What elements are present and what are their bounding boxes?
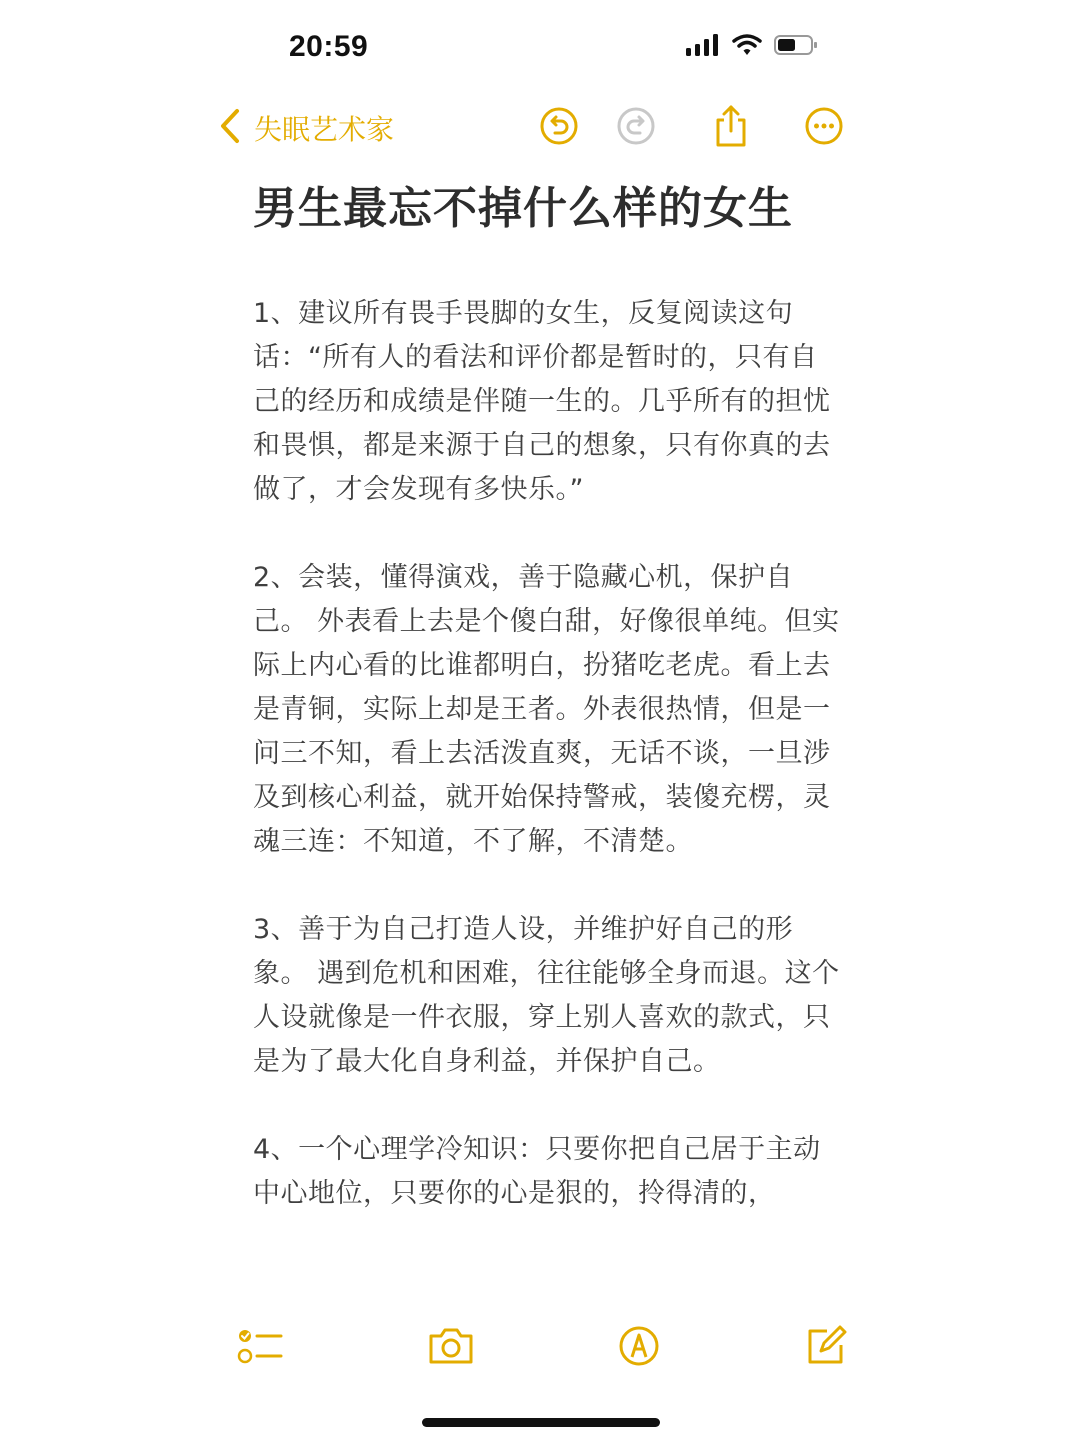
undo-button[interactable]	[537, 106, 581, 150]
undo-icon	[539, 106, 579, 150]
note-paragraph-1: 1、建议所有畏手畏脚的女生，反复阅读这句话：“所有人的看法和评价都是暂时的，只有自己的经历和成绩是伴随一生的。几乎所有的担忧和畏惧，都是来源于自己的想象，只有你真的去做了，才会发现有多快乐。”	[253, 298, 831, 505]
share-icon	[711, 104, 751, 152]
chevron-left-icon	[218, 108, 242, 148]
nav-bar	[0, 96, 1080, 162]
checklist-icon	[237, 1326, 283, 1370]
redo-icon	[616, 106, 656, 150]
markup-pen-icon	[618, 1325, 660, 1371]
note-paragraph-4: 4、一个心理学冷知识：只要你把自己居于主动中心地位，只要你的心是狠的，拎得清的，	[253, 1134, 821, 1209]
more-button[interactable]	[802, 106, 846, 150]
more-icon	[804, 106, 844, 150]
status-bar	[0, 0, 1080, 96]
note-paragraph-3: 3、善于为自己打造人设，并维护好自己的形象。 遇到危机和困难，往往能够全身而退。这个人设就像是一件衣服，穿上别人喜欢的款式，只是为了最大化自身利益，并保护自己。	[253, 914, 840, 1077]
back-button[interactable]	[218, 106, 394, 150]
redo-button[interactable]	[614, 106, 658, 150]
bottom-toolbar	[0, 1318, 1080, 1378]
note-body[interactable]	[253, 292, 843, 1302]
checklist-button[interactable]	[236, 1326, 284, 1370]
back-label: 失眠艺术家	[254, 113, 395, 146]
battery-icon	[774, 34, 818, 60]
home-indicator[interactable]	[422, 1418, 660, 1427]
compose-button[interactable]	[802, 1326, 850, 1370]
note-paragraph-2: 2、会装，懂得演戏，善于隐藏心机，保护自己。 外表看上去是个傻白甜，好像很单纯。但实际上内心看的比谁都明白，扮猪吃老虎。看上去是青铜，实际上却是王者。外表很热情，但是一问三不知，看上去活泼直爽，无话不谈，一旦涉及到核心利益，就开始保持警戒，装傻充楞，灵魂三连：不知道，不了解，不清楚。	[253, 562, 840, 857]
compose-icon	[805, 1325, 847, 1371]
camera-icon	[427, 1326, 475, 1370]
share-button[interactable]	[709, 106, 753, 150]
wifi-icon	[732, 34, 762, 60]
status-icons	[686, 34, 818, 60]
cellular-signal-icon	[686, 34, 720, 60]
camera-button[interactable]	[427, 1326, 475, 1370]
status-time: 20:59	[289, 30, 369, 63]
markup-button[interactable]	[615, 1326, 663, 1370]
note-title[interactable]: 男生最忘不掉什么样的女生	[253, 183, 793, 234]
